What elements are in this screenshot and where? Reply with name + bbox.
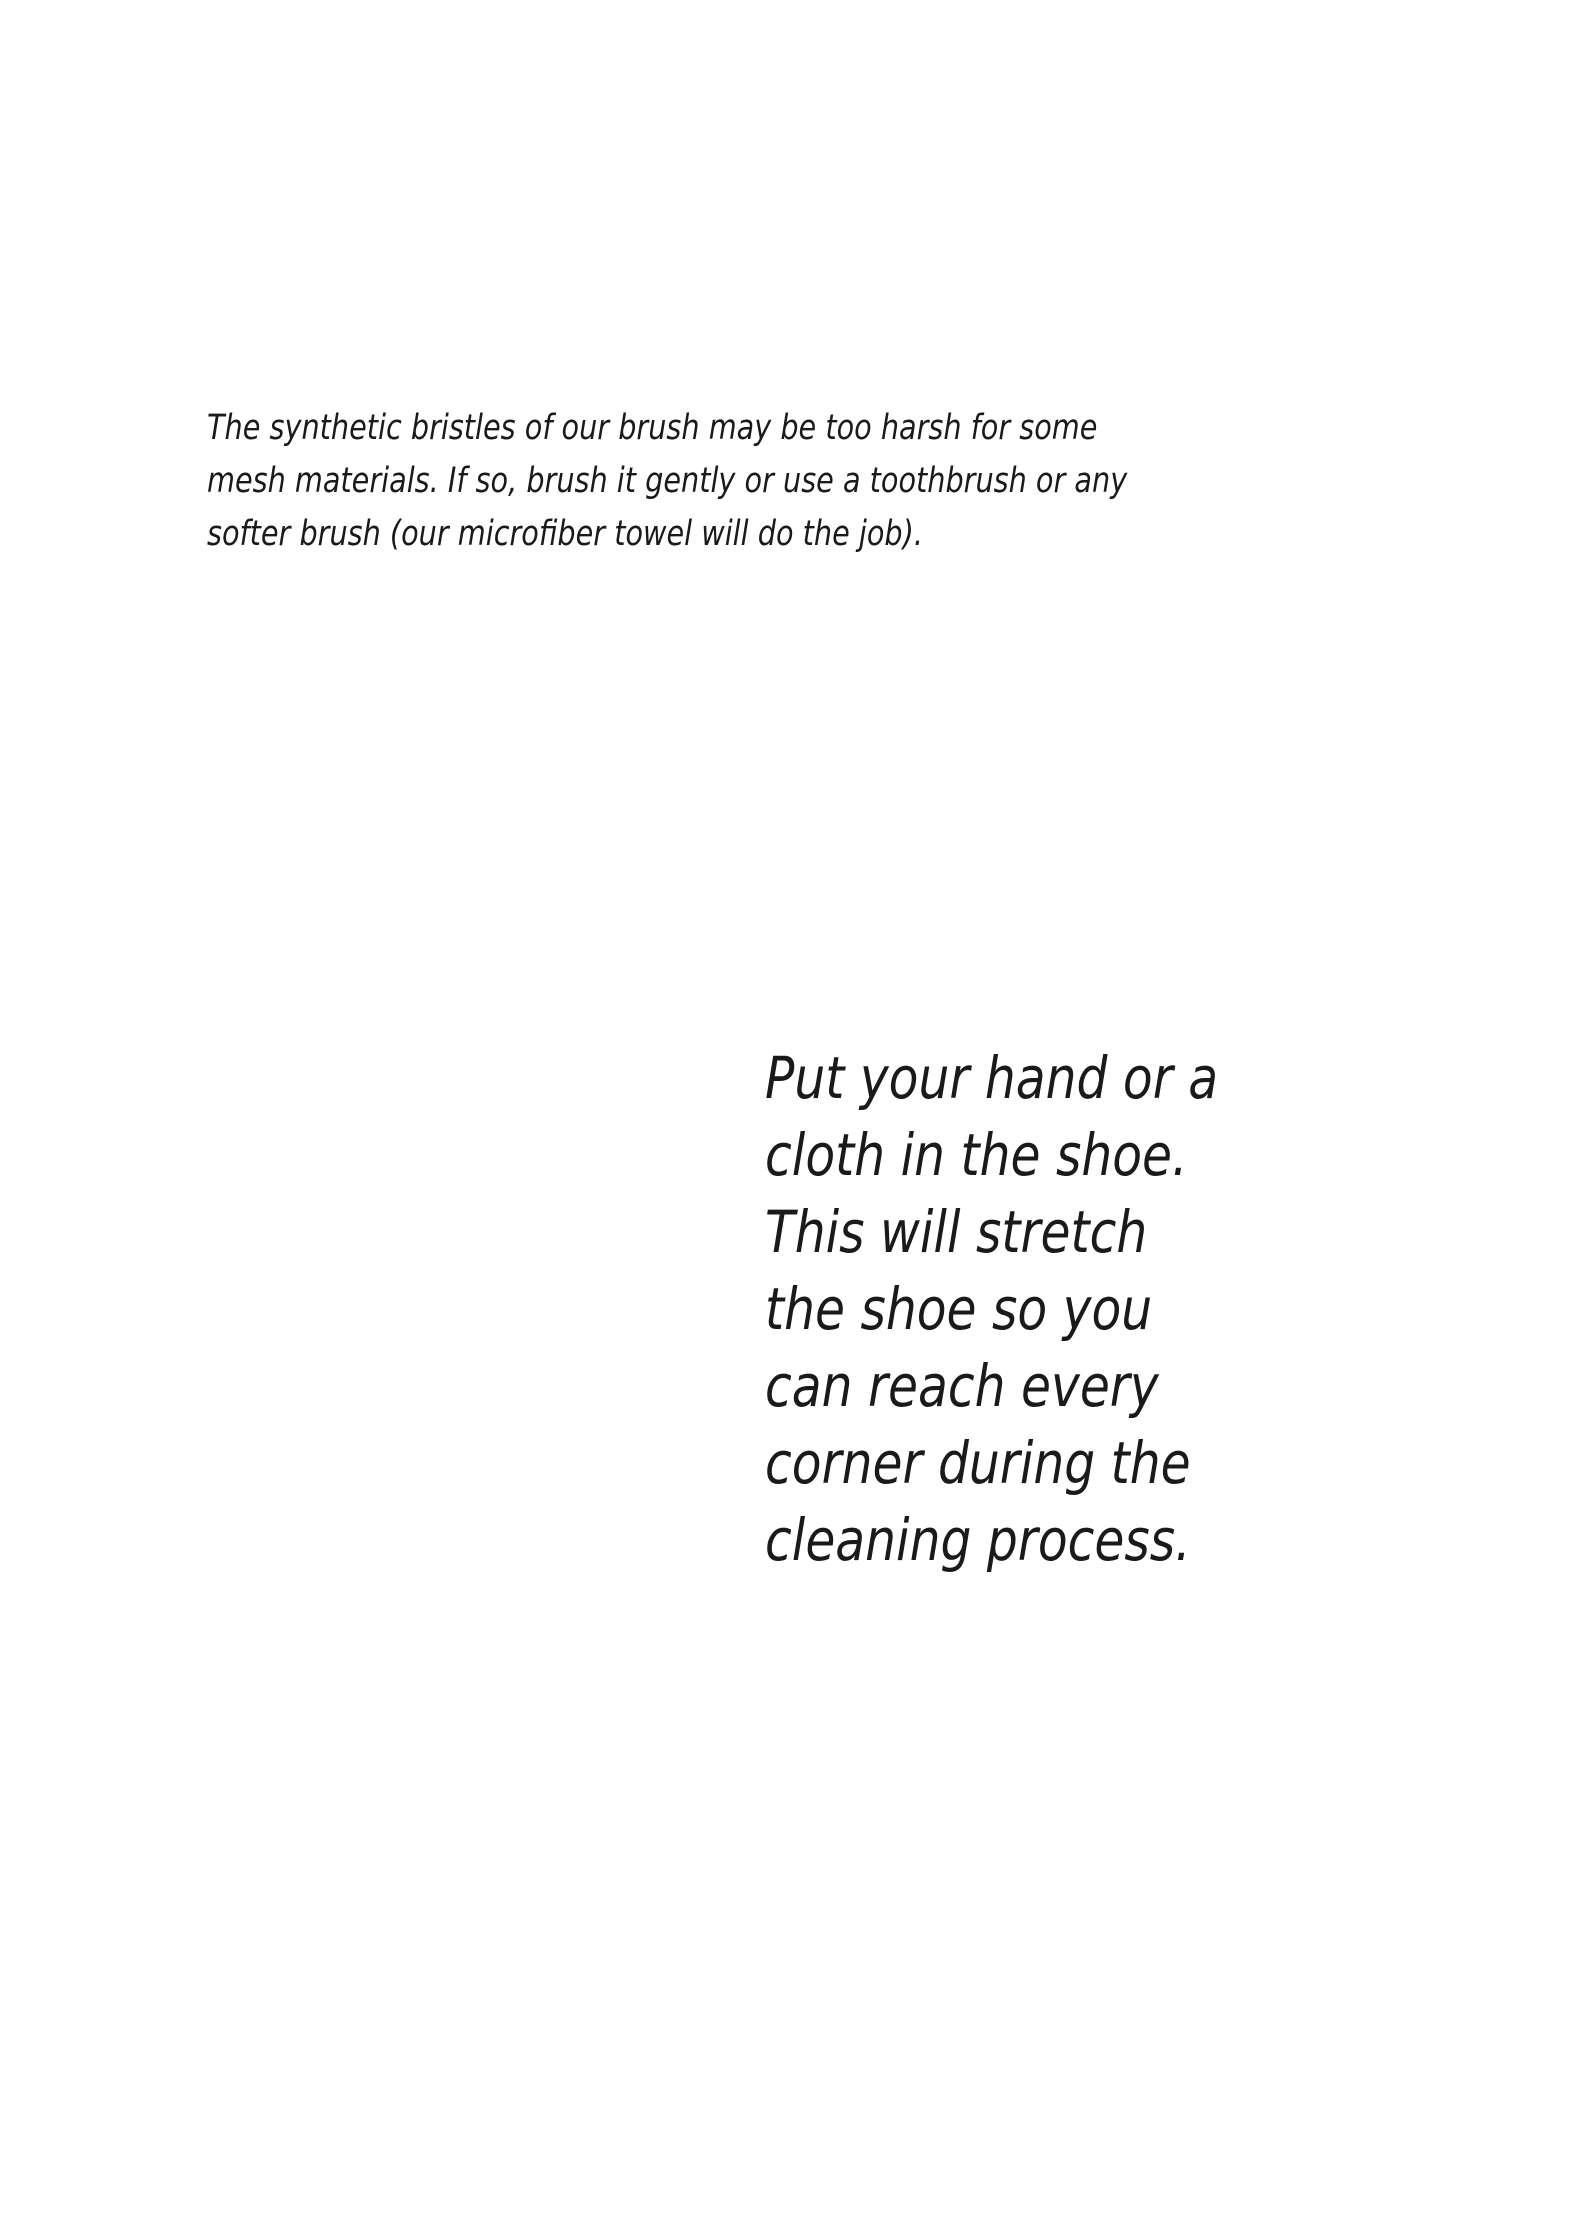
- instruction-line: can reach every: [765, 1352, 1159, 1420]
- instruction-line: Put your hand or a: [765, 1044, 1219, 1112]
- instruction-line: This will stretch: [765, 1198, 1148, 1266]
- note-line: softer brush (our microfiber towel will do the job).: [207, 514, 923, 554]
- instruction-line: corner during the: [765, 1429, 1191, 1497]
- brush-care-note: [207, 402, 1128, 561]
- note-line: The synthetic bristles of our brush may be too harsh for some: [207, 408, 1098, 448]
- instruction-line: cleaning process.: [765, 1506, 1191, 1574]
- instruction-line: cloth in the shoe.: [765, 1121, 1188, 1189]
- note-line: mesh materials. If so, brush it gently or use a toothbrush or any: [207, 461, 1128, 501]
- shoe-stretch-instruction: [765, 1040, 1269, 1579]
- instruction-line: the shoe so you: [765, 1275, 1153, 1343]
